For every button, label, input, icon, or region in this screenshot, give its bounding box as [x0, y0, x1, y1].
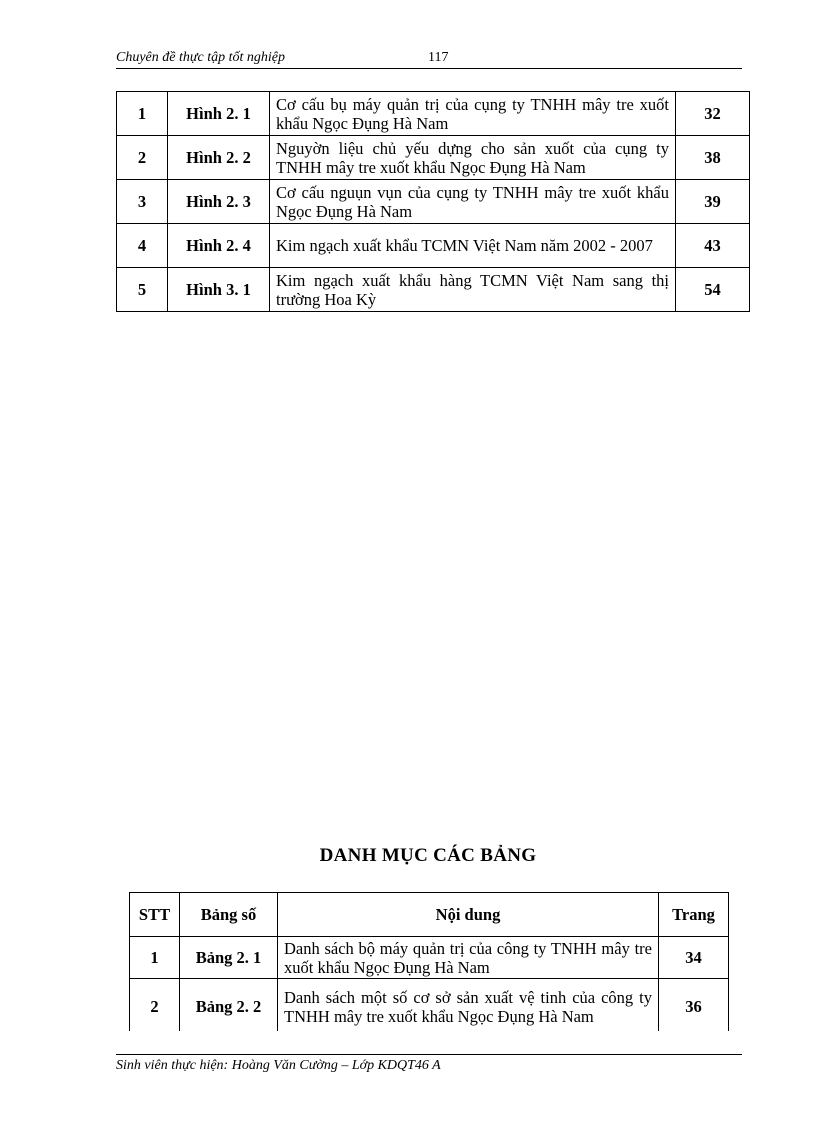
- figure-list-table: [116, 91, 750, 312]
- page-cell: 36: [659, 979, 729, 1035]
- page-cell: 34: [659, 937, 729, 979]
- figure-id-cell: Hình 2. 2: [168, 136, 270, 180]
- stt-cell: 4: [117, 224, 168, 268]
- figure-id-cell: Hình 2. 3: [168, 180, 270, 224]
- stt-cell: 3: [117, 180, 168, 224]
- document-title: Chuyên đề thực tập tốt nghiệp: [116, 50, 285, 65]
- content-cell: Danh sách bộ máy quản trị của công ty TNHH mây tre xuốt khẩu Ngọc Đụng Hà Nam: [278, 937, 659, 979]
- figure-id-cell: Hình 2. 4: [168, 224, 270, 268]
- page-cell: 38: [676, 136, 750, 180]
- figure-id-cell: Hình 2. 1: [168, 92, 270, 136]
- column-header: Trang: [659, 893, 729, 937]
- stt-cell: 2: [117, 136, 168, 180]
- page-header: [116, 50, 742, 68]
- table-id-cell: Bảng 2. 1: [180, 937, 278, 979]
- tables-section-title: DANH MỤC CÁC BẢNG: [319, 845, 537, 866]
- column-header: STT: [130, 893, 180, 937]
- content-cell: Danh sách một số cơ sở sản xuất vệ tinh của công ty TNHH mây tre xuốt khẩu Ngọc Đụng Hà Nam: [278, 979, 659, 1035]
- content-cell: Cơ cấu nguụn vụn của cụng ty TNHH mây tre xuốt khẩu Ngọc Đụng Hà Nam: [270, 180, 676, 224]
- table-list-table: [129, 892, 729, 1035]
- figure-id-cell: Hình 3. 1: [168, 268, 270, 312]
- page-number: 117: [428, 50, 449, 65]
- table-row: [117, 92, 750, 136]
- stt-cell: 5: [117, 268, 168, 312]
- stt-cell: 2: [130, 979, 180, 1035]
- page-cell: 43: [676, 224, 750, 268]
- content-cell: Cơ cấu bụ máy quản trị của cụng ty TNHH mây tre xuốt khẩu Ngọc Đụng Hà Nam: [270, 92, 676, 136]
- stt-cell: 1: [130, 937, 180, 979]
- table-row: [117, 268, 750, 312]
- table-header-row: [130, 893, 729, 937]
- page-footer: Sinh viên thực hiện: Hoàng Văn Cường – Lớp KDQT46 A: [116, 1058, 441, 1073]
- content-cell: Kim ngạch xuất khẩu TCMN Việt Nam năm 2002 - 2007: [270, 224, 676, 268]
- footer-rule: [116, 1054, 742, 1055]
- page-cell: 32: [676, 92, 750, 136]
- page-cell: 54: [676, 268, 750, 312]
- table-row: [130, 979, 729, 1035]
- table-row: [117, 224, 750, 268]
- content-cell: Nguyờn liệu chủ yếu dựng cho sản xuốt của cụng ty TNHH mây tre xuốt khẩu Ngọc Đụng Hà Nam: [270, 136, 676, 180]
- page-cell: 39: [676, 180, 750, 224]
- table-id-cell: Bảng 2. 2: [180, 979, 278, 1035]
- header-rule: [116, 68, 742, 69]
- column-header: Nội dung: [278, 893, 659, 937]
- stt-cell: 1: [117, 92, 168, 136]
- column-header: Bảng số: [180, 893, 278, 937]
- content-cell: Kim ngạch xuất khẩu hàng TCMN Việt Nam sang thị trường Hoa Kỳ: [270, 268, 676, 312]
- table-row: [117, 136, 750, 180]
- table-row: [117, 180, 750, 224]
- page-cutoff: [120, 1031, 740, 1051]
- table-row: [130, 937, 729, 979]
